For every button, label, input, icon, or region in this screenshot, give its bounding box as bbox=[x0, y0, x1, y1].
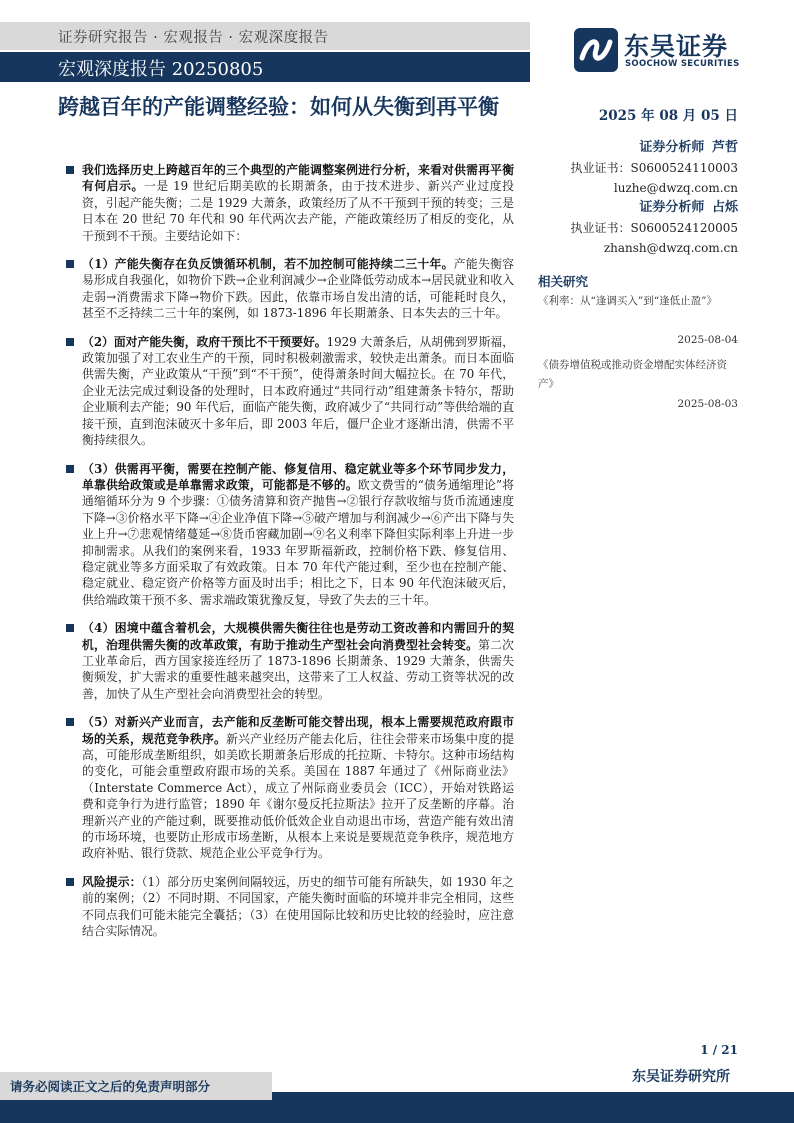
summary-paragraph bbox=[66, 620, 514, 702]
paragraph-text: 一是 19 世纪后期美欧的长期萧条，由于技术进步、新兴产业过度投资，引起产能失衡；二是 1929 大萧条，政策经历了从不干预到干预的转变；三是日本在 20 世纪 70 年代和 90 年代两次去产能，产能政策经历了相反的变化，从干预到不干预。主要结论如下： bbox=[82, 179, 514, 243]
paragraph-text: 产能失衡容易形成自我强化，如物价下跌→企业利润减少→企业降低劳动成本→居民就业和收入走弱→消费需求下降→物价下跌。因此，依靠市场自发出清的话，可能耗时良久，甚至不乏持续二三十年的案例，如 1873-1896 年长期萧条、日本失去的三十年。 bbox=[82, 257, 514, 321]
bullet-square-icon bbox=[66, 624, 74, 632]
summary-paragraph bbox=[66, 256, 514, 322]
analyst-role: 证券分析师 bbox=[639, 140, 705, 155]
paragraph-lead: （3）供需再平衡，需要在控制产能、修复信用、稳定就业等多个环节同步发力，单靠供给政策或是单靠需求政策，可能都是不够的。 bbox=[82, 461, 514, 492]
bullet-square-icon bbox=[66, 338, 74, 346]
related-research-title: 相关研究 bbox=[538, 274, 589, 289]
paragraph-lead: （4）困境中蕴含着机会，大规模供需失衡往往也是劳动工资改善和内需回升的契机，治理供需失衡的改革政策，有助于推动生产型社会向消费型社会转变。 bbox=[82, 621, 514, 652]
header-category-band bbox=[0, 22, 530, 50]
bullet-square-icon bbox=[66, 260, 74, 268]
header-category: 证券研究报告 · 宏观报告 · 宏观深度报告 bbox=[58, 30, 329, 46]
analyst-name: 芦哲 bbox=[711, 140, 738, 155]
paragraph-lead: （2）面对产能失衡，政府干预比不干预要好。 bbox=[82, 334, 327, 349]
related-research-link[interactable]: 《债券增值税或推动资金增配实体经济资产》 bbox=[538, 359, 727, 390]
paragraph-text: 新兴产业经历产能去化后，往往会带来市场集中度的提高，可能形成垄断组织，如美欧长期萧条后形成的托拉斯、卡特尔。这种市场结构的变化，可能会重塑政府跟市场的关系。美国在 1887 年通过了《州际商业法》（Interstate Commerce Act），成立了州际商业委员会（ICC），开始对铁路运费和竞争行为进行监管；1890 年《谢尔曼反托拉斯法》拉开了反垄断的序幕。治理新兴产业的产能过剩，既要推动低价低效企业自动退出市场，营造产能有效出清的市场环境，也要防止形成市场垄断，从根本上来说是要规范竞争秩序，规范地方政府补贴、银行贷款、规范企业公平竞争行为。 bbox=[82, 731, 514, 861]
brand-logo bbox=[574, 28, 744, 74]
paragraph-text: 欧文费雪的“债务通缩理论”将通缩循环分为 9 个步骤：①债务清算和资产抛售→②银行存款收缩与货币流通速度下降→③价格水平下降→④企业净值下降→⑤破产增加与利润减少→⑥产出下降与失业上升→⑦悲观情绪蔓延→⑧货币窖藏加剧→⑨名义利率下降但实际利率上升进一步抑制需求。从我们的案例来看，1933 年罗斯福新政，控制价格下跌、修复信用、稳定就业等多方面采取了有效政策。日本 70 年代产能过剩，至少也在控制产能、稳定就业、稳定资产价格等方面及时出手；相比之下，日本 90 年代泡沫破灭后，供给端政策干预不多、需求端政策犹豫反复，导致了失去的三十年。 bbox=[82, 477, 514, 607]
report-date: 2025 年 08 月 05 日 bbox=[598, 108, 738, 124]
risk-warning-paragraph bbox=[66, 874, 514, 940]
bullet-square-icon bbox=[66, 718, 74, 726]
paragraph-lead: 我们选择历史上跨越百年的三个典型的产能调整案例进行分析，来看对供需再平衡有何启示。 bbox=[82, 163, 514, 194]
header-subtitle-band bbox=[0, 52, 530, 82]
brand-name-en: SOOCHOW SECURITIES bbox=[625, 59, 740, 69]
related-research-date: 2025-08-04 bbox=[677, 334, 738, 346]
bullet-square-icon bbox=[66, 878, 74, 886]
paragraph-text: （1）部分历史案例间隔较远，历史的细节可能有所缺失，如 1930 年之前的案例；（2）不同时期、不同国家，产能失衡时面临的环境并非完全相同，这些不同点我们可能未能完全囊括；（3）在使用国际比较和历史比较的经验时，应注意结合实际情况。 bbox=[82, 874, 514, 939]
paragraph-lead: （1）产能失衡存在负反馈循环机制，若不加控制可能持续二三十年。 bbox=[82, 257, 454, 272]
summary-paragraph bbox=[66, 461, 514, 609]
page-number: 1 / 21 bbox=[700, 1043, 738, 1057]
paragraph-lead: 风险提示： bbox=[82, 874, 142, 889]
institute-name: 东吴证券研究所 bbox=[632, 1069, 730, 1085]
bullet-square-icon bbox=[66, 465, 74, 473]
related-research-link[interactable]: 《利率：从“逢调买入”到“逢低止盈”》 bbox=[538, 295, 717, 307]
analyst-license: 执业证书：S0600524120005 bbox=[570, 221, 738, 235]
analyst-license: 执业证书：S0600524110003 bbox=[570, 161, 738, 175]
summary-paragraph bbox=[66, 334, 514, 449]
soochow-logo-icon bbox=[574, 28, 618, 72]
summary-body bbox=[66, 162, 514, 951]
paragraph-lead: （5）对新兴产业而言，去产能和反垄断可能交替出现，根本上需要规范政府跟市场的关系，规范竞争秩序。 bbox=[82, 715, 514, 746]
summary-paragraph bbox=[66, 162, 514, 244]
related-research-date: 2025-08-03 bbox=[677, 398, 738, 410]
paragraph-text: 第二次工业革命后，西方国家接连经历了 1873-1896 长期萧条、1929 大萧条，供需失衡频发，扩大需求的重要性越来越突出，这带来了工人权益、劳动工资等状况的改善，加快了从生产型社会向消费型社会的转型。 bbox=[82, 637, 514, 701]
paragraph-text: 1929 大萧条后，从胡佛到罗斯福，政策加强了对工农业生产的干预，同时积极刺激需求，较快走出萧条。而日本面临供需失衡，产业政策从“干预”到“不干预”，使得萧条时间大幅拉长。在 70 年代，企业无法完成过剩设备的处理时，日本政府通过“共同行动”组建萧条卡特尔，帮助企业顺利去产能；90 年代后，面临产能失衡，政府减少了“共同行动”等供给端的直接干预，直到泡沫破灭十多年后，即 2003 年后，僵尸企业才逐渐出清，供需不平衡持续很久。 bbox=[82, 334, 514, 448]
summary-paragraph bbox=[66, 714, 514, 862]
analyst-card bbox=[540, 137, 738, 198]
analyst-name: 占烁 bbox=[711, 200, 738, 215]
analyst-email[interactable]: luzhe@dwzq.com.cn bbox=[613, 181, 738, 195]
analyst-card bbox=[540, 197, 738, 258]
bullet-square-icon bbox=[66, 166, 74, 174]
disclaimer-note[interactable]: 请务必阅读正文之后的免责声明部分 bbox=[10, 1079, 211, 1094]
analyst-role: 证券分析师 bbox=[639, 200, 705, 215]
brand-name-cn: 东吴证券 bbox=[624, 32, 729, 61]
report-title: 跨越百年的产能调整经验：如何从失衡到再平衡 bbox=[58, 94, 499, 119]
disclaimer-band bbox=[0, 1072, 272, 1100]
header-subtitle: 宏观深度报告 20250805 bbox=[58, 59, 264, 80]
analyst-email[interactable]: zhansh@dwzq.com.cn bbox=[603, 241, 738, 255]
